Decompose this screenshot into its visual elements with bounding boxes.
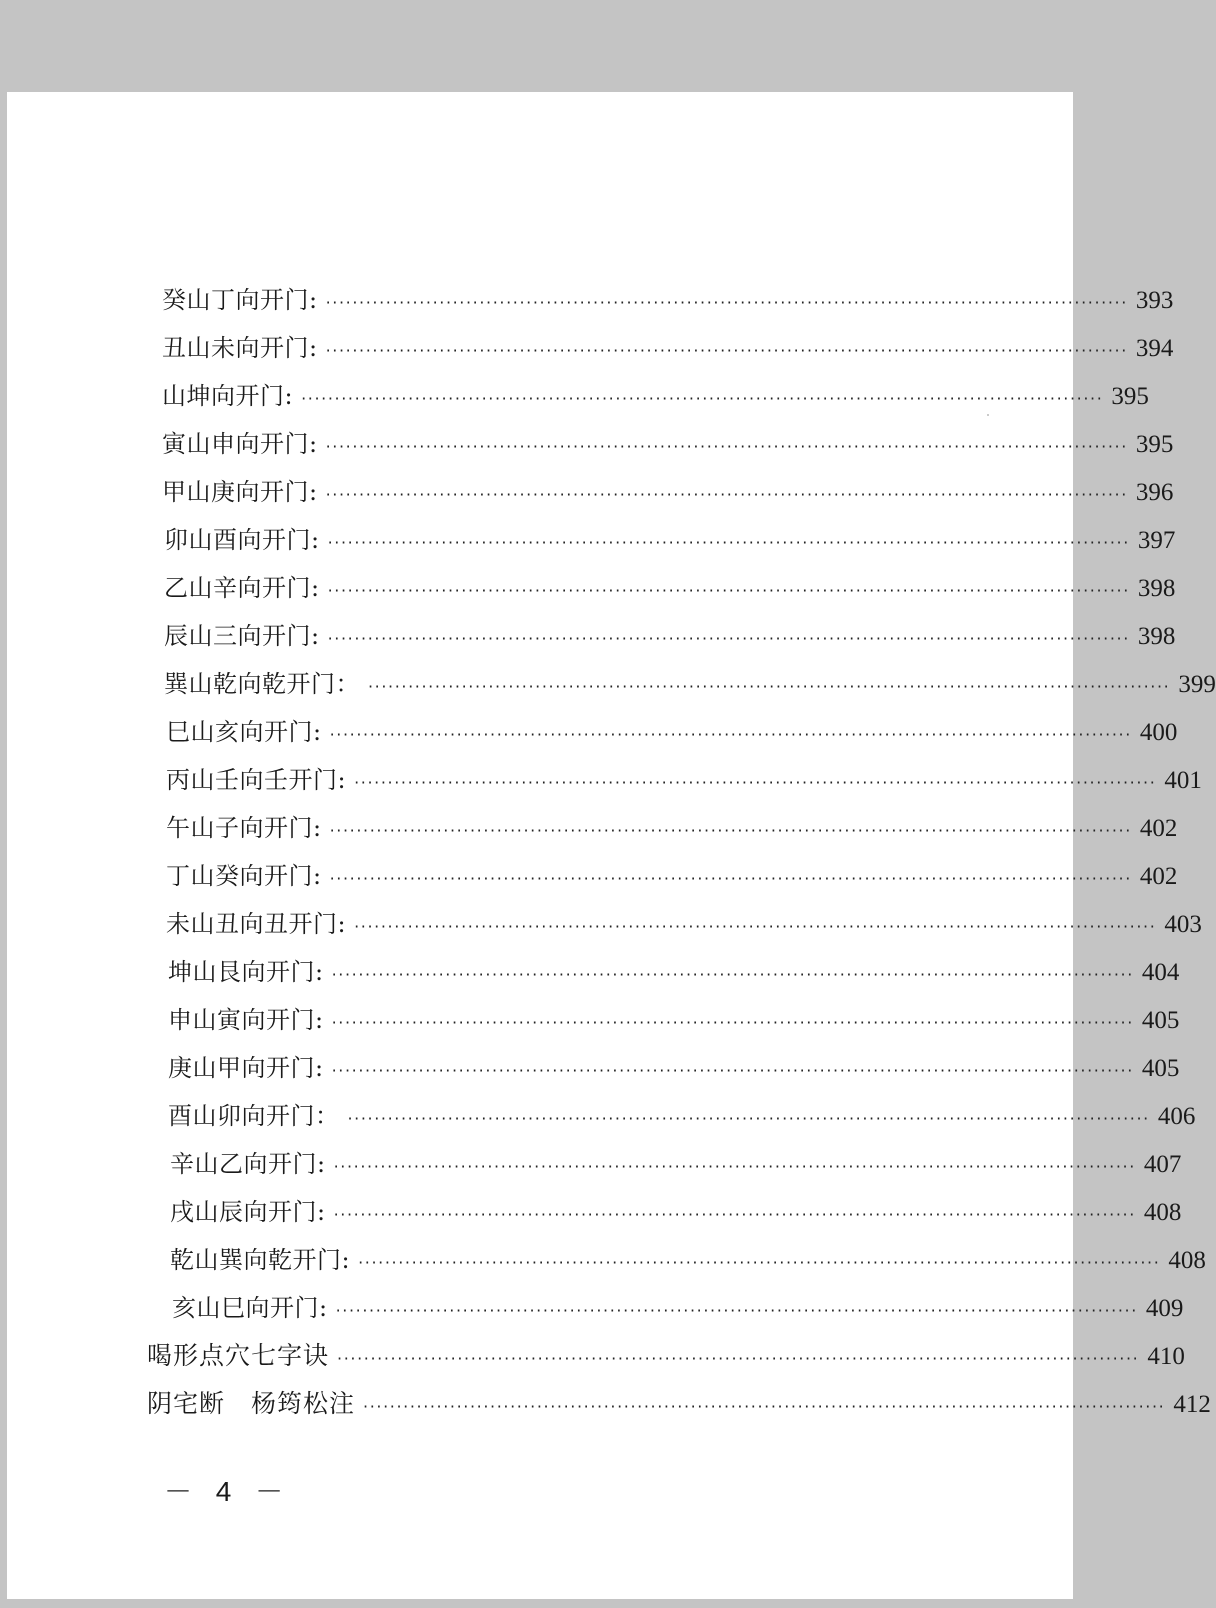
- toc-entry-page: 408: [1143, 1199, 1182, 1226]
- toc-entry: [170, 1244, 1206, 1279]
- toc-entry-page: 407: [1143, 1151, 1182, 1178]
- toc-entry-title: 卯山酉向开门:: [164, 526, 320, 554]
- toc-entry-title: 坤山艮向开门:: [168, 958, 324, 986]
- toc-entry-page: 399: [1178, 671, 1216, 698]
- toc-entry-title: 亥山巳向开门:: [172, 1294, 328, 1322]
- toc-entry: [162, 428, 1174, 463]
- dot-leader: ························································································································: [331, 965, 1134, 984]
- toc-entry-page: 405: [1141, 1055, 1180, 1082]
- book-page: [7, 92, 1216, 1599]
- toc-entry-title: 辛山乙向开门:: [170, 1150, 326, 1178]
- toc-entry: [162, 284, 1174, 319]
- toc-entry: [172, 1292, 1184, 1327]
- dot-leader: ························································································································: [325, 341, 1128, 360]
- toc-entry: [168, 1100, 1196, 1135]
- toc-entry-page: 401: [1164, 767, 1202, 794]
- toc-entry-page: 412: [1173, 1391, 1211, 1418]
- toc-entry-page: 398: [1137, 575, 1176, 602]
- toc-entry-page: 395: [1135, 431, 1174, 458]
- dot-leader: ························································································································: [331, 1061, 1134, 1080]
- scan-speck: [987, 414, 989, 416]
- toc-entry-page: 394: [1135, 335, 1174, 362]
- toc-entry-page: 402: [1139, 863, 1178, 890]
- toc-entry: [166, 764, 1202, 799]
- toc-entry-page: 400: [1139, 719, 1178, 746]
- dot-leader: ························································································································: [301, 389, 1104, 408]
- toc-entry-page: 408: [1168, 1247, 1206, 1274]
- toc-entry: [168, 1052, 1180, 1087]
- table-of-contents: [7, 92, 1216, 1599]
- dot-leader: ························································································································: [333, 1157, 1136, 1176]
- toc-entry: [170, 1148, 1182, 1183]
- toc-entry: [164, 572, 1176, 607]
- toc-entry-page: 393: [1135, 287, 1174, 314]
- toc-entry-title: 丑山未向开门:: [162, 334, 318, 362]
- dot-leader: ························································································································: [329, 821, 1132, 840]
- toc-entry: [170, 1196, 1182, 1231]
- toc-entry-page: 396: [1135, 479, 1174, 506]
- toc-entry: [164, 620, 1176, 655]
- toc-entry-title: 丁山癸向开门:: [166, 862, 322, 890]
- toc-entry-page: 403: [1164, 911, 1202, 938]
- toc-entry-title: 山坤向开门:: [162, 382, 294, 410]
- toc-entry-page: 402: [1139, 815, 1178, 842]
- dot-leader: ························································································································: [325, 485, 1128, 504]
- dot-leader: ························································································································: [347, 1109, 1150, 1128]
- toc-entry: [166, 716, 1178, 751]
- toc-entry-title: 午山子向开门:: [166, 814, 322, 842]
- toc-entry-title: 喝形点穴七字诀: [147, 1341, 330, 1370]
- dot-leader: ························································································································: [368, 677, 1171, 696]
- toc-entry-title: 寅山申向开门:: [162, 430, 318, 458]
- toc-entry-title: 辰山三向开门:: [164, 622, 320, 650]
- toc-entry-page: 397: [1137, 527, 1176, 554]
- toc-entry-title: 癸山丁向开门:: [162, 286, 318, 314]
- toc-entry-page: 398: [1137, 623, 1176, 650]
- dot-leader: ························································································································: [327, 533, 1130, 552]
- dot-leader: ························································································································: [331, 1013, 1134, 1032]
- dot-leader: ························································································································: [327, 581, 1130, 600]
- dot-leader: ························································································································: [333, 1205, 1136, 1224]
- toc-entry-title: 乙山辛向开门:: [164, 574, 320, 602]
- toc-entry: [164, 668, 1216, 703]
- toc-entry-title: 庚山甲向开门:: [168, 1054, 324, 1082]
- dot-leader: ························································································································: [325, 437, 1128, 456]
- toc-entry-page: 409: [1145, 1295, 1184, 1322]
- toc-entry-title: 丙山壬向壬开门:: [166, 766, 347, 794]
- dot-leader: ························································································································: [329, 869, 1132, 888]
- toc-entry: [166, 908, 1202, 943]
- dot-leader: ························································································································: [337, 1349, 1140, 1368]
- toc-entry-page: 405: [1141, 1007, 1180, 1034]
- toc-entry-top-level: [147, 1388, 1211, 1423]
- toc-entry: [168, 1004, 1180, 1039]
- toc-entry-title: 申山寅向开门:: [168, 1006, 324, 1034]
- dot-leader: ························································································································: [327, 629, 1130, 648]
- toc-entry: [166, 812, 1178, 847]
- dot-leader: ························································································································: [325, 293, 1128, 312]
- dot-leader: ························································································································: [329, 725, 1132, 744]
- toc-entry-title: 巳山亥向开门:: [166, 718, 322, 746]
- toc-entry-title: 甲山庚向开门:: [162, 478, 318, 506]
- toc-entry-top-level: [147, 1340, 1185, 1375]
- toc-entry-title: 戌山辰向开门:: [170, 1198, 326, 1226]
- dot-leader: ························································································································: [363, 1397, 1166, 1416]
- toc-entry: [162, 476, 1174, 511]
- toc-entry: [162, 380, 1149, 415]
- toc-entry-page: 410: [1147, 1343, 1185, 1370]
- dot-leader: ························································································································: [358, 1253, 1161, 1272]
- toc-entry: [164, 524, 1176, 559]
- toc-entry-title: 酉山卯向开门：: [168, 1102, 340, 1130]
- toc-entry-title: 阴宅断 杨筠松注: [147, 1389, 356, 1418]
- dot-leader: ························································································································: [354, 917, 1157, 936]
- page-number-footer: － 4 －: [164, 1476, 292, 1507]
- dot-leader: ························································································································: [354, 773, 1157, 792]
- toc-entry-title: 乾山巽向乾开门:: [170, 1246, 351, 1274]
- dot-leader: ························································································································: [335, 1301, 1138, 1320]
- toc-entry-title: 巽山乾向乾开门：: [164, 670, 360, 698]
- toc-entry: [168, 956, 1180, 991]
- toc-entry-page: 406: [1157, 1103, 1196, 1130]
- toc-entry-title: 未山丑向丑开门:: [166, 910, 347, 938]
- toc-entry-page: 395: [1111, 383, 1149, 410]
- toc-entry: [166, 860, 1178, 895]
- toc-entry: [162, 332, 1174, 367]
- toc-entry-page: 404: [1141, 959, 1180, 986]
